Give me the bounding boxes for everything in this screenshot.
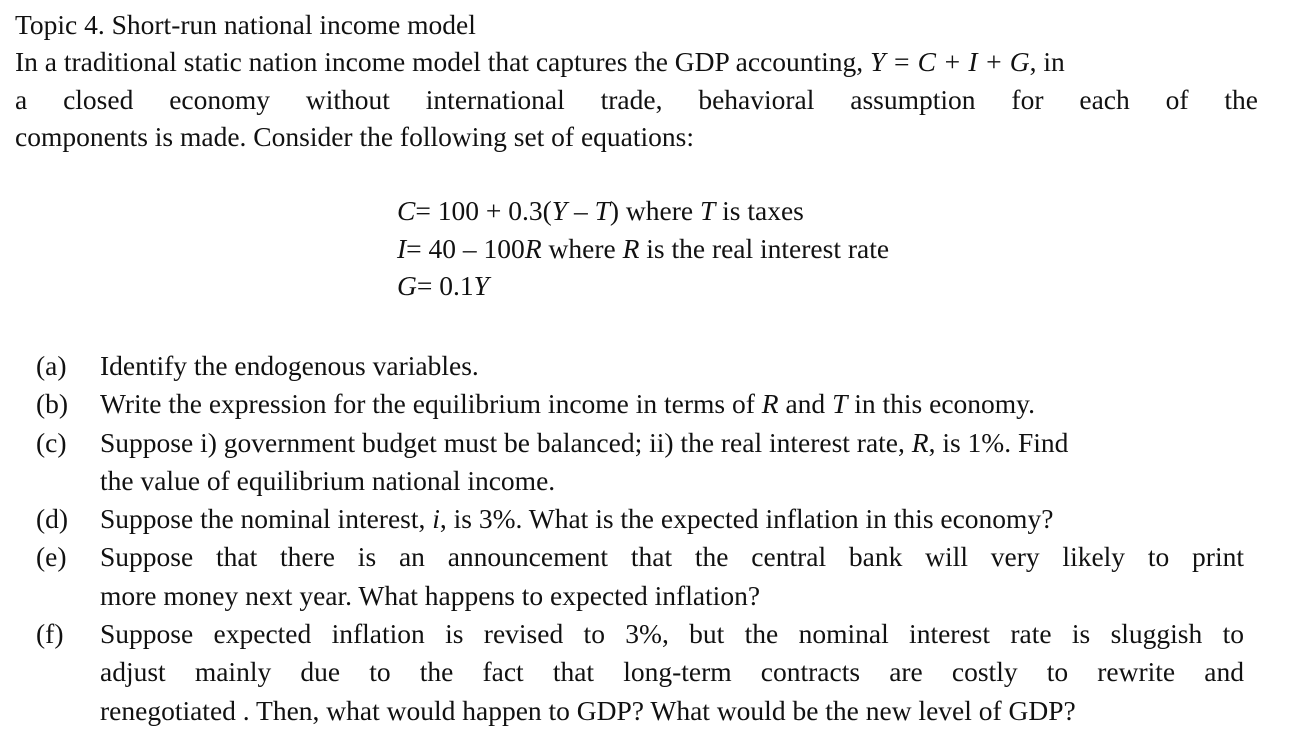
equation-block	[397, 192, 889, 305]
question-b: (b) Write the expression for the equilibrium income in terms of R and T in this economy.	[36, 385, 1244, 423]
question-e: (e) Suppose that there is an announcement that the central bank will very likely to print more money next year. What happens to expected inflation?	[36, 538, 1244, 615]
page-title: Topic 4. Short-run national income model	[15, 9, 476, 40]
question-c: (c) Suppose i) government budget must be balanced; ii) the real interest rate, R, is 1%. Find the value of equilibrium national income.	[36, 424, 1244, 501]
intro-line-2: a closed economy without international trade, behavioral assumption for each of the	[15, 83, 1258, 115]
intro-line-3: components is made. Consider the following set of equations:	[15, 121, 694, 152]
investment-equation: I= 40 – 100R where R is the real interest rate	[397, 232, 890, 264]
question-label: (e)	[36, 541, 67, 573]
government-equation: G= 0.1Y	[397, 270, 489, 301]
question-label: (c)	[36, 426, 67, 458]
document-page	[15, 6, 1258, 156]
question-d: (d) Suppose the nominal interest, i, is 3%. What is the expected inflation in this economy?	[36, 500, 1244, 538]
consumption-equation: C= 100 + 0.3(Y – T) where T is taxes	[397, 195, 804, 226]
question-label: (f)	[36, 618, 64, 650]
gdp-identity: Y = C + I + G	[870, 46, 1030, 77]
intro-line-1: In a traditional static nation income model that captures the GDP accounting, Y = C + I + G, in	[15, 46, 1065, 77]
question-a: (a) Identify the endogenous variables.	[36, 347, 1244, 385]
question-list	[36, 347, 1244, 730]
question-label: (d)	[36, 503, 69, 535]
question-label: (a)	[36, 350, 67, 381]
intro-paragraph	[15, 43, 1258, 156]
question-label: (b)	[36, 388, 69, 420]
question-f: (f) Suppose expected inflation is revised to 3%, but the nominal interest rate is sluggish to adjust mainly due to the fact that long-term contracts are costly to rewrite and renegotiated . Then, what would happen to GDP? What would be the new level of GDP?	[36, 615, 1244, 730]
